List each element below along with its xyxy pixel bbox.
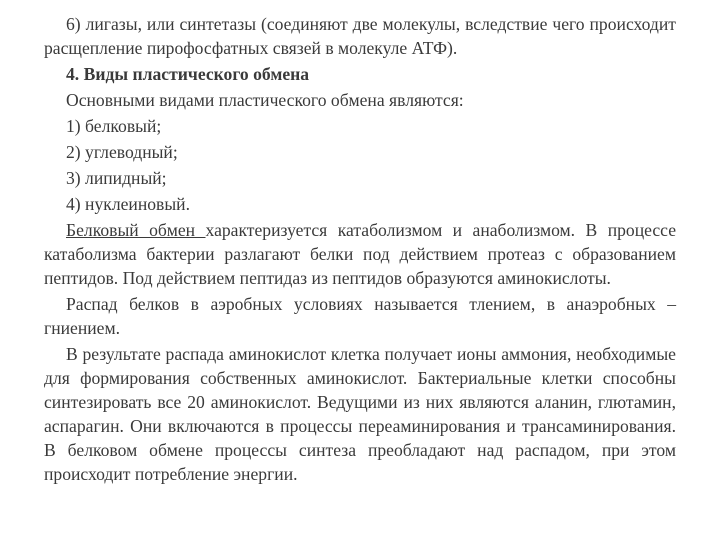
paragraph-protein-metabolism	[44, 218, 676, 290]
paragraph-protein-decay: Распад белков в аэробных условиях называется тлением, в анаэробных – гниением.	[44, 294, 676, 338]
protein-metabolism-term: Белковый обмен	[66, 220, 206, 240]
section-heading: 4. Виды пластического обмена	[66, 64, 310, 84]
intro-paragraph: Основными видами пластического обмена являются:	[66, 90, 464, 110]
paragraph-ligases: 6) лигазы, или синтетазы (соединяют две молекулы, вследствие чего происходит расщепление пирофосфатных связей в молекуле АТФ).	[44, 14, 676, 58]
list-item: 3) липидный;	[66, 168, 167, 188]
list-item: 4) нуклеиновый.	[66, 194, 190, 214]
list-item: 1) белковый;	[66, 116, 162, 136]
protein-metabolism-text: характеризуется катаболизмом и анаболизмом. В процессе катаболизма бактерии разлагают белки под действием протеаз с образованием пептидов. Под действием пептидаз из пептидов образуются аминокислоты.	[44, 220, 677, 288]
document-page	[44, 12, 676, 488]
paragraph-amino-acid-result: В результате распада аминокислот клетка получает ионы аммония, необходимые для формирования собственных аминокислот. Бактериальные клетки способны синтезировать все 20 аминокислот. Ведущими из них являются аланин, глютамин, аспарагин. Они включаются в процессы переаминирования и трансаминирования. В белковом обмене процессы синтеза преобладают над распадом, при этом происходит потребление энергии.	[44, 344, 676, 484]
list-item: 2) углеводный;	[66, 142, 178, 162]
